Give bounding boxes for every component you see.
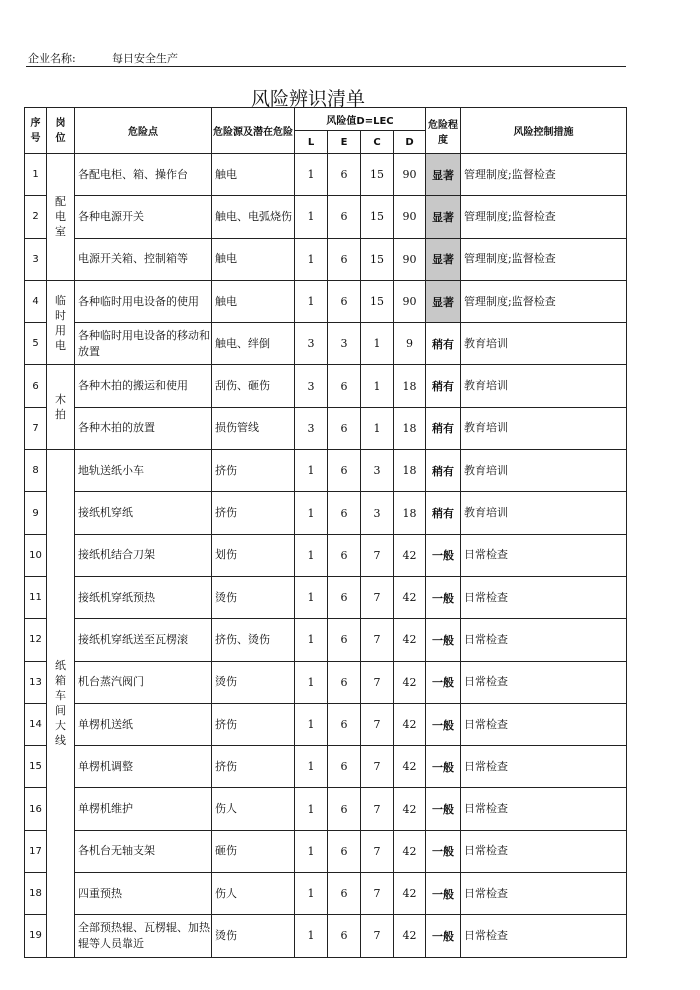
c-value: 7 xyxy=(361,661,394,703)
risk-level: 显著 xyxy=(426,280,461,322)
table-row xyxy=(25,830,627,872)
hazard-cell: 各种临时用电设备的移动和放置 xyxy=(75,323,212,365)
control-measure: 日常检查 xyxy=(461,830,627,872)
row-number: 10 xyxy=(25,534,47,576)
post-label: 临时用电 xyxy=(55,293,66,352)
risk-level: 一般 xyxy=(426,703,461,745)
source-cell: 触电、电弧烧伤 xyxy=(212,196,295,238)
d-value: 18 xyxy=(394,450,426,492)
c-value: 7 xyxy=(361,619,394,661)
col-header-level: 危险程度 xyxy=(426,108,461,154)
e-value: 6 xyxy=(328,154,361,196)
risk-table xyxy=(24,107,627,958)
e-value: 6 xyxy=(328,576,361,618)
c-value: 7 xyxy=(361,830,394,872)
l-value: 1 xyxy=(295,873,328,915)
l-value: 1 xyxy=(295,830,328,872)
risk-level: 显著 xyxy=(426,196,461,238)
control-measure: 教育培训 xyxy=(461,450,627,492)
row-number: 9 xyxy=(25,492,47,534)
hazard-cell: 接纸机穿纸送至瓦楞滚 xyxy=(75,619,212,661)
company-line xyxy=(28,50,178,66)
c-value: 15 xyxy=(361,238,394,280)
control-measure: 教育培训 xyxy=(461,492,627,534)
company-name: 每日安全生产 xyxy=(112,52,178,65)
e-value: 6 xyxy=(328,238,361,280)
risk-level: 显著 xyxy=(426,238,461,280)
d-value: 42 xyxy=(394,788,426,830)
col-header-source: 危险源及潜在危险 xyxy=(212,108,295,154)
d-value: 90 xyxy=(394,238,426,280)
row-number: 19 xyxy=(25,915,47,957)
header-rule xyxy=(26,66,626,67)
l-value: 1 xyxy=(295,576,328,618)
source-cell: 挤伤 xyxy=(212,492,295,534)
c-value: 1 xyxy=(361,365,394,407)
risk-level: 稍有 xyxy=(426,492,461,534)
row-number: 5 xyxy=(25,323,47,365)
risk-level: 一般 xyxy=(426,619,461,661)
d-value: 42 xyxy=(394,576,426,618)
hazard-cell: 机台蒸汽阀门 xyxy=(75,661,212,703)
risk-level: 显著 xyxy=(426,154,461,196)
source-cell: 触电 xyxy=(212,280,295,322)
source-cell: 烫伤 xyxy=(212,915,295,957)
l-value: 1 xyxy=(295,280,328,322)
col-header-control: 风险控制措施 xyxy=(461,108,627,154)
table-row xyxy=(25,450,627,492)
control-measure: 日常检查 xyxy=(461,788,627,830)
e-value: 6 xyxy=(328,661,361,703)
risk-level: 一般 xyxy=(426,873,461,915)
e-value: 6 xyxy=(328,830,361,872)
source-cell: 触电、绊倒 xyxy=(212,323,295,365)
e-value: 6 xyxy=(328,703,361,745)
e-value: 6 xyxy=(328,450,361,492)
table-row xyxy=(25,492,627,534)
col-header-post: 岗位 xyxy=(47,108,75,154)
row-number: 8 xyxy=(25,450,47,492)
hazard-cell: 接纸机穿纸 xyxy=(75,492,212,534)
e-value: 6 xyxy=(328,873,361,915)
c-value: 7 xyxy=(361,703,394,745)
table-row xyxy=(25,238,627,280)
risk-level: 一般 xyxy=(426,576,461,618)
risk-level: 一般 xyxy=(426,746,461,788)
e-value: 6 xyxy=(328,746,361,788)
control-measure: 日常检查 xyxy=(461,576,627,618)
control-measure: 日常检查 xyxy=(461,661,627,703)
table-row xyxy=(25,915,627,957)
c-value: 7 xyxy=(361,746,394,788)
c-value: 3 xyxy=(361,492,394,534)
post-cell xyxy=(47,450,75,958)
hazard-cell: 地轨送纸小车 xyxy=(75,450,212,492)
d-value: 42 xyxy=(394,661,426,703)
row-number: 12 xyxy=(25,619,47,661)
control-measure: 日常检查 xyxy=(461,534,627,576)
e-value: 3 xyxy=(328,323,361,365)
row-number: 3 xyxy=(25,238,47,280)
page-title: 风险辨识清单 xyxy=(250,88,365,110)
l-value: 1 xyxy=(295,703,328,745)
hazard-cell: 单楞机维护 xyxy=(75,788,212,830)
risk-level: 稍有 xyxy=(426,365,461,407)
l-value: 1 xyxy=(295,238,328,280)
e-value: 6 xyxy=(328,492,361,534)
post-label: 配电室 xyxy=(55,195,66,239)
row-number: 1 xyxy=(25,154,47,196)
table-row xyxy=(25,154,627,196)
e-value: 6 xyxy=(328,280,361,322)
l-value: 1 xyxy=(295,534,328,576)
source-cell: 损伤管线 xyxy=(212,407,295,449)
table-row xyxy=(25,280,627,322)
post-cell xyxy=(47,365,75,450)
d-value: 18 xyxy=(394,407,426,449)
control-measure: 教育培训 xyxy=(461,407,627,449)
risk-level: 稍有 xyxy=(426,450,461,492)
col-header-E: E xyxy=(328,131,361,154)
d-value: 42 xyxy=(394,746,426,788)
row-number: 16 xyxy=(25,788,47,830)
hazard-cell: 各种临时用电设备的使用 xyxy=(75,280,212,322)
hazard-cell: 各种木拍的放置 xyxy=(75,407,212,449)
c-value: 7 xyxy=(361,915,394,957)
post-cell xyxy=(47,154,75,281)
l-value: 1 xyxy=(295,746,328,788)
e-value: 6 xyxy=(328,407,361,449)
source-cell: 刮伤、砸伤 xyxy=(212,365,295,407)
control-measure: 管理制度;监督检查 xyxy=(461,238,627,280)
l-value: 1 xyxy=(295,196,328,238)
d-value: 42 xyxy=(394,703,426,745)
l-value: 3 xyxy=(295,323,328,365)
hazard-cell: 接纸机结合刀架 xyxy=(75,534,212,576)
l-value: 1 xyxy=(295,661,328,703)
source-cell: 烫伤 xyxy=(212,661,295,703)
risk-level: 一般 xyxy=(426,915,461,957)
hazard-cell: 各配电柜、箱、操作台 xyxy=(75,154,212,196)
hazard-cell: 四重预热 xyxy=(75,873,212,915)
row-number: 11 xyxy=(25,576,47,618)
l-value: 1 xyxy=(295,154,328,196)
source-cell: 触电 xyxy=(212,238,295,280)
hazard-cell: 全部预热辊、瓦楞辊、加热辊等人员靠近 xyxy=(75,915,212,957)
c-value: 1 xyxy=(361,407,394,449)
row-number: 14 xyxy=(25,703,47,745)
control-measure: 管理制度;监督检查 xyxy=(461,280,627,322)
c-value: 15 xyxy=(361,154,394,196)
company-label: 企业名称: xyxy=(28,52,76,65)
post-label: 纸箱车间大线 xyxy=(55,659,66,748)
source-cell: 划伤 xyxy=(212,534,295,576)
control-measure: 日常检查 xyxy=(461,915,627,957)
d-value: 42 xyxy=(394,619,426,661)
d-value: 42 xyxy=(394,534,426,576)
risk-level: 一般 xyxy=(426,534,461,576)
row-number: 6 xyxy=(25,365,47,407)
control-measure: 教育培训 xyxy=(461,365,627,407)
col-header-D: D xyxy=(394,131,426,154)
risk-level: 稍有 xyxy=(426,407,461,449)
row-number: 2 xyxy=(25,196,47,238)
row-number: 17 xyxy=(25,830,47,872)
l-value: 3 xyxy=(295,407,328,449)
l-value: 1 xyxy=(295,788,328,830)
source-cell: 挤伤、烫伤 xyxy=(212,619,295,661)
l-value: 1 xyxy=(295,619,328,661)
l-value: 1 xyxy=(295,915,328,957)
c-value: 15 xyxy=(361,196,394,238)
table-row xyxy=(25,407,627,449)
row-number: 7 xyxy=(25,407,47,449)
hazard-cell: 各种电源开关 xyxy=(75,196,212,238)
row-number: 15 xyxy=(25,746,47,788)
source-cell: 砸伤 xyxy=(212,830,295,872)
d-value: 42 xyxy=(394,915,426,957)
control-measure: 日常检查 xyxy=(461,873,627,915)
risk-level: 一般 xyxy=(426,661,461,703)
d-value: 42 xyxy=(394,830,426,872)
table-row xyxy=(25,365,627,407)
e-value: 6 xyxy=(328,365,361,407)
hazard-cell: 各种木拍的搬运和使用 xyxy=(75,365,212,407)
table-row xyxy=(25,534,627,576)
e-value: 6 xyxy=(328,619,361,661)
table-row xyxy=(25,661,627,703)
hazard-cell: 接纸机穿纸预热 xyxy=(75,576,212,618)
source-cell: 伤人 xyxy=(212,788,295,830)
post-label: 木拍 xyxy=(55,393,66,422)
col-header-L: L xyxy=(295,131,328,154)
risk-level: 一般 xyxy=(426,830,461,872)
table-row xyxy=(25,703,627,745)
d-value: 90 xyxy=(394,196,426,238)
risk-level: 一般 xyxy=(426,788,461,830)
source-cell: 触电 xyxy=(212,154,295,196)
col-header-no: 序号 xyxy=(25,108,47,154)
hazard-cell: 单楞机调整 xyxy=(75,746,212,788)
control-measure: 日常检查 xyxy=(461,746,627,788)
risk-level: 稍有 xyxy=(426,323,461,365)
control-measure: 教育培训 xyxy=(461,323,627,365)
table-row xyxy=(25,619,627,661)
source-cell: 烫伤 xyxy=(212,576,295,618)
e-value: 6 xyxy=(328,788,361,830)
table-row xyxy=(25,788,627,830)
source-cell: 挤伤 xyxy=(212,746,295,788)
l-value: 3 xyxy=(295,365,328,407)
control-measure: 管理制度;监督检查 xyxy=(461,196,627,238)
e-value: 6 xyxy=(328,534,361,576)
e-value: 6 xyxy=(328,915,361,957)
col-header-C: C xyxy=(361,131,394,154)
row-number: 13 xyxy=(25,661,47,703)
table-row xyxy=(25,746,627,788)
hazard-cell: 各机台无轴支架 xyxy=(75,830,212,872)
col-header-risk-value: 风险值D=LEC xyxy=(295,108,426,131)
c-value: 7 xyxy=(361,576,394,618)
control-measure: 日常检查 xyxy=(461,619,627,661)
e-value: 6 xyxy=(328,196,361,238)
table-row xyxy=(25,196,627,238)
row-number: 18 xyxy=(25,873,47,915)
table-row xyxy=(25,873,627,915)
c-value: 3 xyxy=(361,450,394,492)
source-cell: 伤人 xyxy=(212,873,295,915)
table-row xyxy=(25,576,627,618)
control-measure: 日常检查 xyxy=(461,703,627,745)
c-value: 15 xyxy=(361,280,394,322)
d-value: 42 xyxy=(394,873,426,915)
d-value: 18 xyxy=(394,492,426,534)
col-header-hazard: 危险点 xyxy=(75,108,212,154)
hazard-cell: 电源开关箱、控制箱等 xyxy=(75,238,212,280)
c-value: 7 xyxy=(361,873,394,915)
hazard-cell: 单楞机送纸 xyxy=(75,703,212,745)
control-measure: 管理制度;监督检查 xyxy=(461,154,627,196)
source-cell: 挤伤 xyxy=(212,703,295,745)
d-value: 18 xyxy=(394,365,426,407)
l-value: 1 xyxy=(295,450,328,492)
c-value: 7 xyxy=(361,534,394,576)
post-cell xyxy=(47,280,75,365)
source-cell: 挤伤 xyxy=(212,450,295,492)
c-value: 1 xyxy=(361,323,394,365)
c-value: 7 xyxy=(361,788,394,830)
d-value: 9 xyxy=(394,323,426,365)
d-value: 90 xyxy=(394,280,426,322)
table-row xyxy=(25,323,627,365)
row-number: 4 xyxy=(25,280,47,322)
d-value: 90 xyxy=(394,154,426,196)
l-value: 1 xyxy=(295,492,328,534)
